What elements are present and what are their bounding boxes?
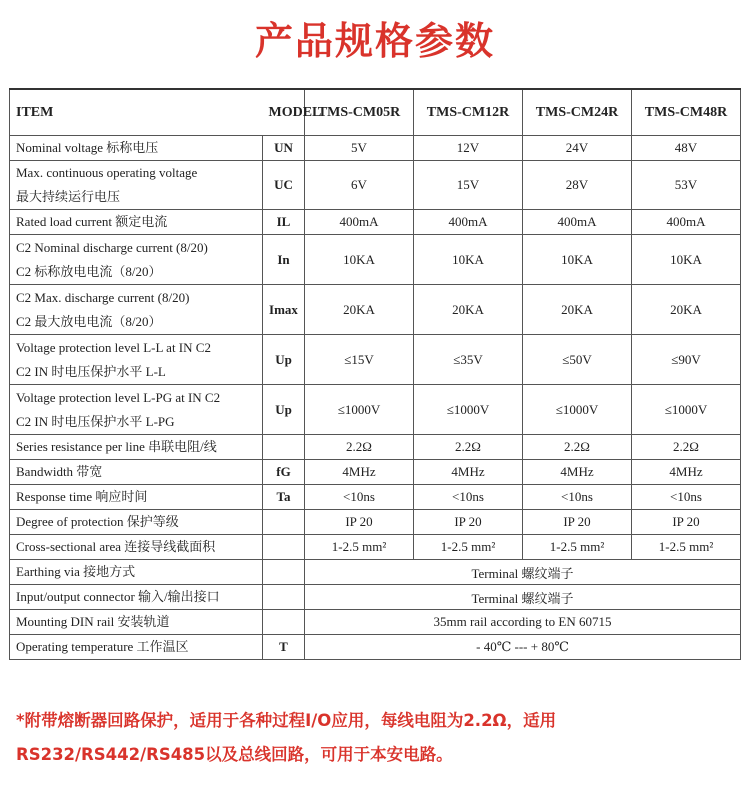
row-value: 400mA xyxy=(523,210,632,235)
row-merged-value: - 40℃ --- + 80℃ xyxy=(305,635,741,660)
row-merged-value: Terminal 螺纹端子 xyxy=(305,560,741,585)
table-row xyxy=(10,535,741,560)
row-value: 4MHz xyxy=(632,460,741,485)
row-value: 4MHz xyxy=(414,460,523,485)
table-row xyxy=(10,210,741,235)
row-symbol xyxy=(263,510,305,535)
row-value: 20KA xyxy=(632,285,741,335)
row-value: IP 20 xyxy=(523,510,632,535)
row-merged-value: Terminal 螺纹端子 xyxy=(305,585,741,610)
row-label xyxy=(10,210,263,235)
row-value: 1-2.5 mm² xyxy=(414,535,523,560)
row-symbol: UC xyxy=(263,161,305,210)
row-value: ≤15V xyxy=(305,335,414,385)
row-value: ≤90V xyxy=(632,335,741,385)
row-value: 1-2.5 mm² xyxy=(632,535,741,560)
row-symbol xyxy=(263,610,305,635)
row-value: 28V xyxy=(523,161,632,210)
row-value: ≤50V xyxy=(523,335,632,385)
row-value: 10KA xyxy=(523,235,632,285)
row-value: 4MHz xyxy=(523,460,632,485)
row-value: 20KA xyxy=(523,285,632,335)
row-value: ≤35V xyxy=(414,335,523,385)
row-value: 2.2Ω xyxy=(523,435,632,460)
row-label: Input/output connector 输入/输出接口 xyxy=(10,585,263,610)
row-value: 24V xyxy=(523,136,632,161)
row-value: 1-2.5 mm² xyxy=(523,535,632,560)
row-label-line1: Degree of protection 保护等级 xyxy=(16,514,179,529)
row-symbol: UN xyxy=(263,136,305,161)
model-header-cm05r: TMS-CM05R xyxy=(305,89,414,136)
row-value: 4MHz xyxy=(305,460,414,485)
table-row xyxy=(10,136,741,161)
row-value: ≤1000V xyxy=(632,385,741,435)
row-value: IP 20 xyxy=(414,510,523,535)
row-label xyxy=(10,136,263,161)
row-value: 12V xyxy=(414,136,523,161)
row-label xyxy=(10,535,263,560)
row-label-line1: Cross-sectional area 连接导线截面积 xyxy=(16,539,216,554)
row-symbol: IL xyxy=(263,210,305,235)
row-label xyxy=(10,161,263,210)
table-row xyxy=(10,161,741,210)
table-row xyxy=(10,335,741,385)
row-label-line1: Voltage protection level L-PG at IN C2 xyxy=(16,389,221,405)
row-symbol: In xyxy=(263,235,305,285)
table-row xyxy=(10,385,741,435)
spec-table xyxy=(9,88,741,660)
row-label xyxy=(10,435,263,460)
row-label-line2: 最大持续运行电压 xyxy=(16,189,121,204)
row-value: ≤1000V xyxy=(523,385,632,435)
row-label xyxy=(10,460,263,485)
row-label-line2: C2 标称放电电流（8/20） xyxy=(16,263,162,279)
row-merged-value: 35mm rail according to EN 60715 xyxy=(305,610,741,635)
row-label-line1: C2 Max. discharge current (8/20) xyxy=(16,289,190,305)
row-symbol: Imax xyxy=(263,285,305,335)
row-symbol xyxy=(263,585,305,610)
table-header-row xyxy=(10,89,741,136)
row-symbol xyxy=(263,560,305,585)
row-value: 15V xyxy=(414,161,523,210)
row-value: 10KA xyxy=(305,235,414,285)
row-label: Earthing via 接地方式 xyxy=(10,560,263,585)
row-value: 5V xyxy=(305,136,414,161)
table-row xyxy=(10,585,741,610)
row-value: 400mA xyxy=(632,210,741,235)
row-value: 400mA xyxy=(305,210,414,235)
table-row xyxy=(10,485,741,510)
row-value: 1-2.5 mm² xyxy=(305,535,414,560)
row-value: IP 20 xyxy=(305,510,414,535)
table-row xyxy=(10,235,741,285)
table-row xyxy=(10,285,741,335)
table-row xyxy=(10,460,741,485)
model-header-cm12r: TMS-CM12R xyxy=(414,89,523,136)
row-symbol xyxy=(263,435,305,460)
row-label xyxy=(10,510,263,535)
row-value: 400mA xyxy=(414,210,523,235)
row-label-line2: C2 IN 时电压保护水平 L-L xyxy=(16,363,166,379)
row-value: <10ns xyxy=(632,485,741,510)
row-symbol: fG xyxy=(263,460,305,485)
row-label-line1: Bandwidth 带宽 xyxy=(16,464,103,479)
row-value: <10ns xyxy=(523,485,632,510)
row-label: Operating temperature 工作温区 xyxy=(10,635,263,660)
row-value: 48V xyxy=(632,136,741,161)
row-symbol xyxy=(263,535,305,560)
row-label-line1: Max. continuous operating voltage xyxy=(16,165,198,180)
model-header: MODEL xyxy=(263,89,305,136)
row-label-line1: Response time 响应时间 xyxy=(16,489,148,504)
row-value: 20KA xyxy=(305,285,414,335)
row-value: 2.2Ω xyxy=(414,435,523,460)
row-value: 10KA xyxy=(632,235,741,285)
row-symbol: Up xyxy=(263,385,305,435)
row-value: 2.2Ω xyxy=(305,435,414,460)
row-label xyxy=(10,235,263,285)
row-label: Mounting DIN rail 安装轨道 xyxy=(10,610,263,635)
row-label xyxy=(10,385,263,435)
row-label-line1: Rated load current 额定电流 xyxy=(16,214,168,229)
table-row xyxy=(10,435,741,460)
row-label xyxy=(10,335,263,385)
row-label xyxy=(10,485,263,510)
row-value: <10ns xyxy=(414,485,523,510)
table-row xyxy=(10,635,741,660)
row-value: 10KA xyxy=(414,235,523,285)
row-label xyxy=(10,285,263,335)
row-value: ≤1000V xyxy=(305,385,414,435)
row-value: 2.2Ω xyxy=(632,435,741,460)
row-symbol: Up xyxy=(263,335,305,385)
table-row xyxy=(10,560,741,585)
row-symbol: T xyxy=(263,635,305,660)
row-value: IP 20 xyxy=(632,510,741,535)
table-row xyxy=(10,510,741,535)
model-header-cm48r: TMS-CM48R xyxy=(632,89,741,136)
row-value: ≤1000V xyxy=(414,385,523,435)
table-row xyxy=(10,610,741,635)
row-value: <10ns xyxy=(305,485,414,510)
row-symbol: Ta xyxy=(263,485,305,510)
row-label-line1: Voltage protection level L-L at IN C2 xyxy=(16,339,211,355)
item-header: ITEM xyxy=(10,89,263,136)
page-title: 产品规格参数 xyxy=(254,19,495,63)
row-label-line1: Series resistance per line 串联电阻/线 xyxy=(16,439,217,454)
row-value: 6V xyxy=(305,161,414,210)
row-value: 53V xyxy=(632,161,741,210)
footnote: *附带熔断器回路保护，适用于各种过程I/O应用，每线电阻为2.2Ω，适用RS232/RS442/RS485以及总线回路，可用于本安电路。 xyxy=(16,711,557,764)
row-label-line1: C2 Nominal discharge current (8/20) xyxy=(16,239,208,255)
model-header-cm24r: TMS-CM24R xyxy=(523,89,632,136)
row-label-line2: C2 最大放电电流（8/20） xyxy=(16,313,162,329)
row-label-line1: Nominal voltage 标称电压 xyxy=(16,140,159,155)
row-label-line2: C2 IN 时电压保护水平 L-PG xyxy=(16,413,175,429)
row-value: 20KA xyxy=(414,285,523,335)
